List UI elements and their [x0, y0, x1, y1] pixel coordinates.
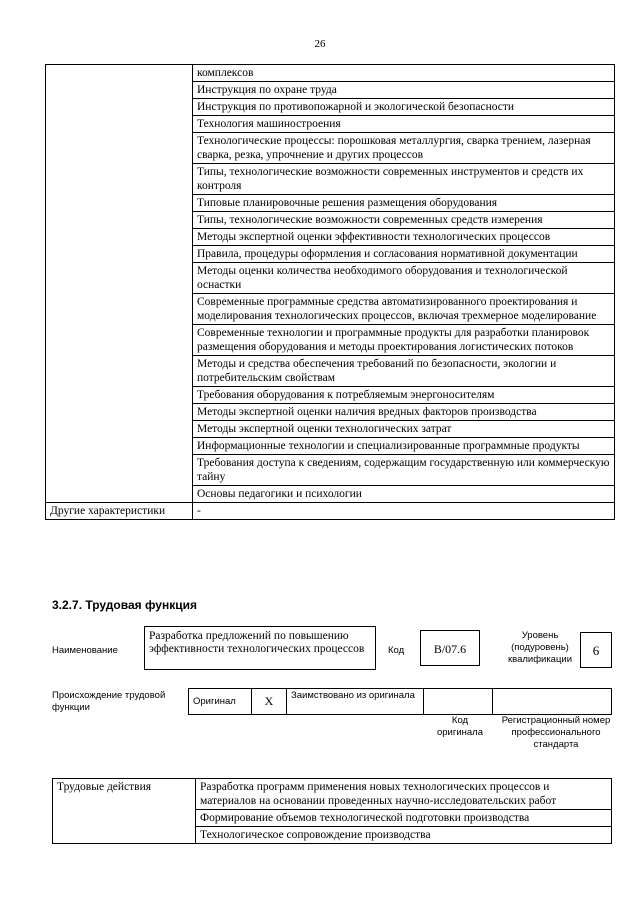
- row-label-cell: [46, 212, 193, 229]
- row-label-cell: [46, 421, 193, 438]
- knowledge-item: Современные программные средства автоматизированного проектирования и моделирования технологических процессов, включая трехмерное моделирование: [193, 294, 615, 325]
- page-number: 26: [314, 38, 326, 50]
- table-row: [46, 99, 615, 116]
- table-row: [53, 810, 612, 827]
- row-label-cell: [46, 164, 193, 195]
- table-row: [46, 65, 615, 82]
- row-label-cell: [46, 65, 193, 82]
- function-name-label: Наименование: [52, 645, 118, 656]
- code-original-cell: [424, 689, 493, 715]
- knowledge-item: Инструкция по охране труда: [193, 82, 615, 99]
- row-label-cell: [46, 116, 193, 133]
- code-value: B/07.6: [420, 630, 480, 666]
- borrowed-label: Заимствовано из оригинала: [287, 689, 424, 715]
- table-row: [46, 486, 615, 503]
- row-label-cell: [46, 486, 193, 503]
- row-label-cell: [46, 356, 193, 387]
- knowledge-item: Технологические процессы: порошковая металлургия, сварка трением, лазерная сварка, резка, упрочнение и других процессов: [193, 133, 615, 164]
- knowledge-item: Требования оборудования к потребляемым энергоносителям: [193, 387, 615, 404]
- qualification-level-value: 6: [580, 632, 612, 668]
- section-title: 3.2.7. Трудовая функция: [52, 598, 197, 612]
- knowledge-item: Типовые планировочные решения размещения оборудования: [193, 195, 615, 212]
- reg-number-cell: [493, 689, 612, 715]
- reg-number-label: Регистрационный номер профессионального стандарта: [501, 715, 611, 750]
- labour-action-item: Разработка программ применения новых технологических процессов и материалов на основании проведенных научно-исследовательских работ: [196, 779, 612, 810]
- labour-action-item: Формирование объемов технологической подготовки производства: [196, 810, 612, 827]
- row-label-cell: [46, 387, 193, 404]
- table-row: [46, 82, 615, 99]
- row-label-cell: [46, 99, 193, 116]
- row-label-cell: [46, 325, 193, 356]
- labour-action-item: Технологическое сопровождение производства: [196, 827, 612, 844]
- table-row: [53, 827, 612, 844]
- function-name-value: Разработка предложений по повышению эффективности технологических процессов: [144, 626, 376, 670]
- table-row: [46, 212, 615, 229]
- origin-table: [188, 688, 612, 715]
- knowledge-item: Типы, технологические возможности современных инструментов и средств их контроля: [193, 164, 615, 195]
- table-row: [46, 387, 615, 404]
- other-characteristics-label: Другие характеристики: [46, 503, 193, 520]
- table-row: [46, 455, 615, 486]
- table-row: [46, 404, 615, 421]
- knowledge-item: Методы экспертной оценки технологических затрат: [193, 421, 615, 438]
- table-row: [46, 164, 615, 195]
- knowledge-table: [45, 64, 615, 520]
- row-label-cell: [46, 133, 193, 164]
- row-label-cell: [46, 263, 193, 294]
- code-label: Код: [388, 645, 405, 656]
- origin-label: Происхождение трудовой функции: [52, 690, 166, 713]
- original-mark: X: [252, 689, 287, 715]
- row-label-cell: [46, 229, 193, 246]
- knowledge-item: Информационные технологии и специализированные программные продукты: [193, 438, 615, 455]
- knowledge-item: Методы экспертной оценки наличия вредных факторов производства: [193, 404, 615, 421]
- knowledge-item: комплексов: [193, 65, 615, 82]
- table-row: [46, 133, 615, 164]
- table-row: [46, 325, 615, 356]
- code-original-label: Код оригинала: [436, 715, 483, 738]
- knowledge-item: Методы экспертной оценки эффективности технологических процессов: [193, 229, 615, 246]
- knowledge-item: Технология машиностроения: [193, 116, 615, 133]
- table-row: [46, 229, 615, 246]
- other-characteristics-value: -: [193, 503, 615, 520]
- table-row: [46, 503, 615, 520]
- table-row: [46, 263, 615, 294]
- row-label-cell: [53, 810, 196, 827]
- row-label-cell: [46, 195, 193, 212]
- row-label-cell: [46, 404, 193, 421]
- table-row: [46, 356, 615, 387]
- row-label-cell: [46, 294, 193, 325]
- table-row: [53, 779, 612, 810]
- row-label-cell: [46, 246, 193, 263]
- knowledge-item: Правила, процедуры оформления и согласования нормативной документации: [193, 246, 615, 263]
- row-label-cell: [53, 827, 196, 844]
- knowledge-item: Инструкция по противопожарной и экологической безопасности: [193, 99, 615, 116]
- knowledge-item: Методы и средства обеспечения требований по безопасности, экологии и потребительским свойствам: [193, 356, 615, 387]
- table-row: [46, 294, 615, 325]
- table-row: [46, 116, 615, 133]
- table-row: [46, 195, 615, 212]
- labour-actions-label: Трудовые действия: [53, 779, 196, 810]
- original-label: Оригинал: [189, 689, 252, 715]
- knowledge-item: Методы оценки количества необходимого оборудования и технологической оснастки: [193, 263, 615, 294]
- knowledge-item: Требования доступа к сведениям, содержащим государственную или коммерческую тайну: [193, 455, 615, 486]
- knowledge-item: Типы, технологические возможности современных средств измерения: [193, 212, 615, 229]
- knowledge-item: Современные технологии и программные продукты для разработки планировок размещения оборудования и методы проектирования логистических потоков: [193, 325, 615, 356]
- table-row: [46, 438, 615, 455]
- table-row: [46, 421, 615, 438]
- labour-actions-table: [52, 778, 612, 844]
- qualification-level-label: Уровень (подуровень) квалификации: [507, 630, 573, 665]
- row-label-cell: [46, 438, 193, 455]
- knowledge-item: Основы педагогики и психологии: [193, 486, 615, 503]
- row-label-cell: [46, 455, 193, 486]
- row-label-cell: [46, 82, 193, 99]
- table-row: [46, 246, 615, 263]
